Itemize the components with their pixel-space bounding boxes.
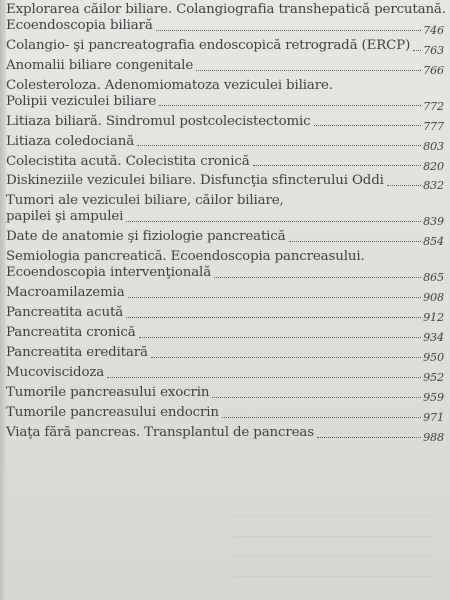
toc-page-number: 746 — [423, 23, 444, 37]
toc-page-number: 934 — [423, 330, 444, 344]
toc-entry — [6, 249, 444, 285]
toc-entry-row — [6, 404, 444, 424]
dot-leader — [214, 277, 421, 278]
dot-leader — [139, 337, 421, 338]
toc-page-number: 908 — [423, 291, 444, 305]
dot-leader — [156, 30, 421, 31]
toc-page-number: 865 — [423, 271, 444, 285]
toc-entry-title: Pancreatita acută — [6, 305, 124, 320]
toc-page-number: 820 — [423, 159, 444, 173]
toc-entry-title: Tumorile pancreasului exocrin — [6, 384, 210, 400]
toc-entry-title: Tumorile pancreasului endocrin — [6, 404, 219, 420]
toc-entry-row — [6, 285, 444, 305]
show-through-text — [234, 528, 434, 537]
toc-page-number: 766 — [423, 63, 444, 77]
toc-entry-title: Litiaza biliară. Sindromul postcolecistectomic — [6, 113, 311, 129]
toc-entry — [6, 77, 444, 113]
toc-entry-row — [6, 133, 444, 153]
show-through-text — [234, 548, 434, 557]
toc-entry-row — [6, 265, 444, 285]
toc-entry-title: Macroamilazemia — [6, 285, 125, 301]
toc-entry-row — [6, 93, 444, 113]
dot-leader — [107, 377, 421, 378]
toc-entry — [6, 37, 445, 57]
toc-entry — [6, 324, 444, 344]
toc-entry-title: Colesteroloza. Adenomiomatoza veziculei biliare. — [6, 77, 333, 93]
toc-entry-title: Tumori ale veziculei biliare, căilor biliare, — [6, 193, 284, 209]
toc-page-number: 832 — [423, 179, 444, 193]
toc-entry-row — [6, 384, 444, 404]
toc-page-number: 988 — [423, 430, 444, 444]
toc-page-number: 952 — [423, 370, 444, 384]
toc-entry-title: Ecoendoscopia biliară — [6, 17, 153, 33]
toc-entry-row — [6, 57, 444, 77]
toc-entry — [6, 424, 444, 444]
dot-leader — [126, 317, 421, 318]
dot-leader — [151, 357, 421, 358]
toc-entry — [6, 113, 444, 133]
toc-entry-row — [6, 153, 444, 173]
toc-entry-row — [6, 173, 444, 193]
toc-entry — [6, 193, 444, 229]
dot-leader — [289, 241, 422, 242]
toc-entry-row — [6, 229, 444, 249]
toc-entry — [6, 404, 444, 424]
toc-entry — [6, 344, 444, 364]
toc-entry-title: Pancreatita cronică — [6, 324, 136, 340]
toc-entry-row — [6, 113, 444, 133]
dot-leader — [317, 437, 421, 438]
toc-entry-title: Semiologia pancreatică. Ecoendoscopia pancreasului. — [6, 249, 365, 265]
toc-entry-row — [6, 17, 444, 37]
toc-entry — [6, 384, 444, 404]
toc-page-number: 912 — [423, 311, 444, 324]
toc-entry — [6, 229, 444, 249]
toc-entry-title: Colangio- şi pancreatografia endoscopică retrogradă (ERCP) — [6, 37, 411, 53]
toc-entry-row — [6, 37, 445, 57]
toc-page-number: 971 — [423, 410, 444, 424]
dot-leader — [128, 297, 422, 298]
toc-entry-row — [6, 324, 444, 344]
toc-page-number: 777 — [423, 119, 444, 133]
toc-entry-row — [6, 305, 444, 324]
toc-entry-title: Explorarea căilor biliare. Colangiografia transhepatică percutană. — [6, 2, 446, 17]
toc-entry-title: Mucoviscidoza — [6, 364, 105, 380]
table-of-contents — [6, 2, 444, 445]
toc-entry — [6, 153, 444, 173]
toc-entry-title: Anomalii biliare congenitale — [6, 57, 194, 73]
toc-entry-row — [6, 364, 444, 384]
toc-entry — [6, 305, 444, 324]
toc-entry — [6, 285, 444, 305]
toc-page-number: 959 — [423, 390, 444, 404]
toc-entry-title: Colecistita acută. Colecistita cronică — [6, 153, 250, 169]
dot-leader — [212, 397, 421, 398]
dot-leader — [126, 221, 421, 222]
toc-page-number: 854 — [423, 235, 444, 249]
toc-entry-title: Litiaza coledociană — [6, 133, 135, 149]
dot-leader — [137, 145, 421, 146]
toc-entry-title: papilei şi ampulei — [6, 209, 124, 225]
toc-entry-title: Viaţa fără pancreas. Transplantul de pancreas — [6, 424, 314, 440]
dot-leader — [222, 417, 421, 418]
toc-entry — [6, 57, 444, 77]
dot-leader — [314, 125, 422, 126]
toc-entry — [6, 173, 444, 193]
toc-page-number: 772 — [423, 99, 444, 113]
dot-leader — [159, 105, 421, 106]
dot-leader — [387, 185, 421, 186]
toc-entry-title: Polipii veziculei biliare — [6, 93, 157, 109]
show-through-text — [234, 508, 434, 517]
toc-page-number: 950 — [423, 350, 444, 364]
toc-entry — [6, 133, 444, 153]
toc-page-number: 839 — [423, 215, 444, 229]
toc-entry-title: Pancreatita ereditară — [6, 344, 148, 360]
dot-leader — [413, 50, 421, 51]
toc-entry-title: Ecoendoscopia intervenţională — [6, 265, 212, 281]
toc-entry — [6, 2, 446, 37]
show-through-text — [234, 568, 434, 577]
toc-entry-row — [6, 344, 444, 364]
dot-leader — [196, 70, 421, 71]
toc-page-number: 763 — [423, 43, 445, 57]
toc-entry-row — [6, 209, 444, 229]
toc-page-number: 803 — [423, 139, 444, 153]
toc-entry-title: Diskineziile veziculei biliare. Disfuncţia sfincterului Oddi — [6, 173, 384, 189]
toc-entry — [6, 364, 444, 384]
toc-entry-title: Date de anatomie şi fiziologie pancreatică — [6, 229, 286, 245]
dot-leader — [253, 165, 422, 166]
toc-entry-row — [6, 424, 444, 444]
